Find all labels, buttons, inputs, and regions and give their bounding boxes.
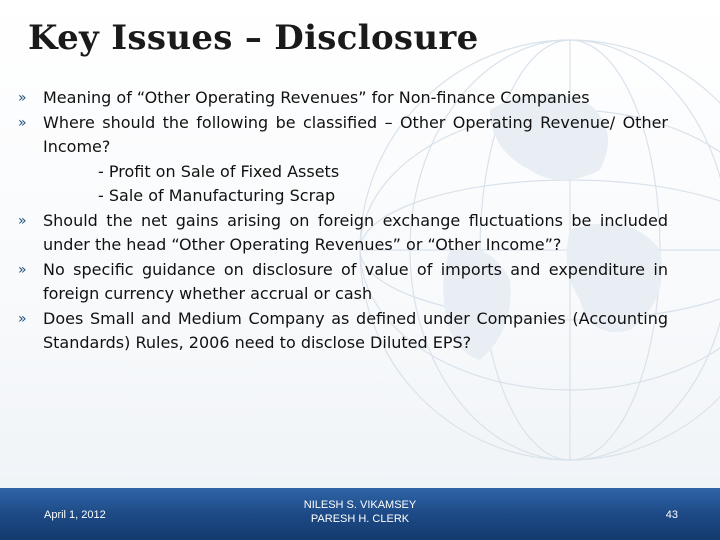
- slide-title: Key Issues – Disclosure: [28, 18, 479, 58]
- footer-bar: [0, 488, 720, 540]
- bullet-text: Where should the following be classified – Other Operating Revenue/ Other Income?: [43, 112, 668, 156]
- bullet-item: [18, 209, 668, 258]
- bullet-text: Meaning of “Other Operating Revenues” for Non-finance Companies: [43, 88, 590, 107]
- page-number: 43: [665, 509, 678, 521]
- bullet-text: Does Small and Medium Company as defined under Companies (Accounting Standards) Rules, 2006 need to disclose Diluted EPS?: [43, 308, 668, 352]
- bullet-item: [18, 307, 668, 356]
- footer-authors: [250, 498, 470, 526]
- bullet-text: No specific guidance on disclosure of value of imports and expenditure in foreign currency whether accrual or cash: [43, 259, 668, 303]
- bullet-arrow-icon: »: [18, 114, 27, 131]
- sub-item: - Sale of Manufacturing Scrap: [98, 186, 336, 205]
- bullet-arrow-icon: »: [18, 212, 27, 229]
- bullet-item: [18, 86, 668, 111]
- bullet-item: [18, 111, 668, 160]
- bullet-text: Should the net gains arising on foreign exchange fluctuations be included under the head “Other Operating Revenues” or “Other Income”?: [43, 210, 668, 254]
- footer-author: PARESH H. CLERK: [310, 513, 410, 525]
- bullet-arrow-icon: »: [18, 310, 27, 327]
- sub-item: - Profit on Sale of Fixed Assets: [98, 161, 340, 181]
- bullet-item: [18, 258, 668, 307]
- bullet-arrow-icon: »: [18, 261, 27, 278]
- bullet-list: [18, 86, 668, 356]
- footer-author: NILESH S. VIKAMSEY: [303, 499, 417, 511]
- bullet-arrow-icon: »: [18, 90, 27, 106]
- footer-date: April 1, 2012: [44, 509, 106, 521]
